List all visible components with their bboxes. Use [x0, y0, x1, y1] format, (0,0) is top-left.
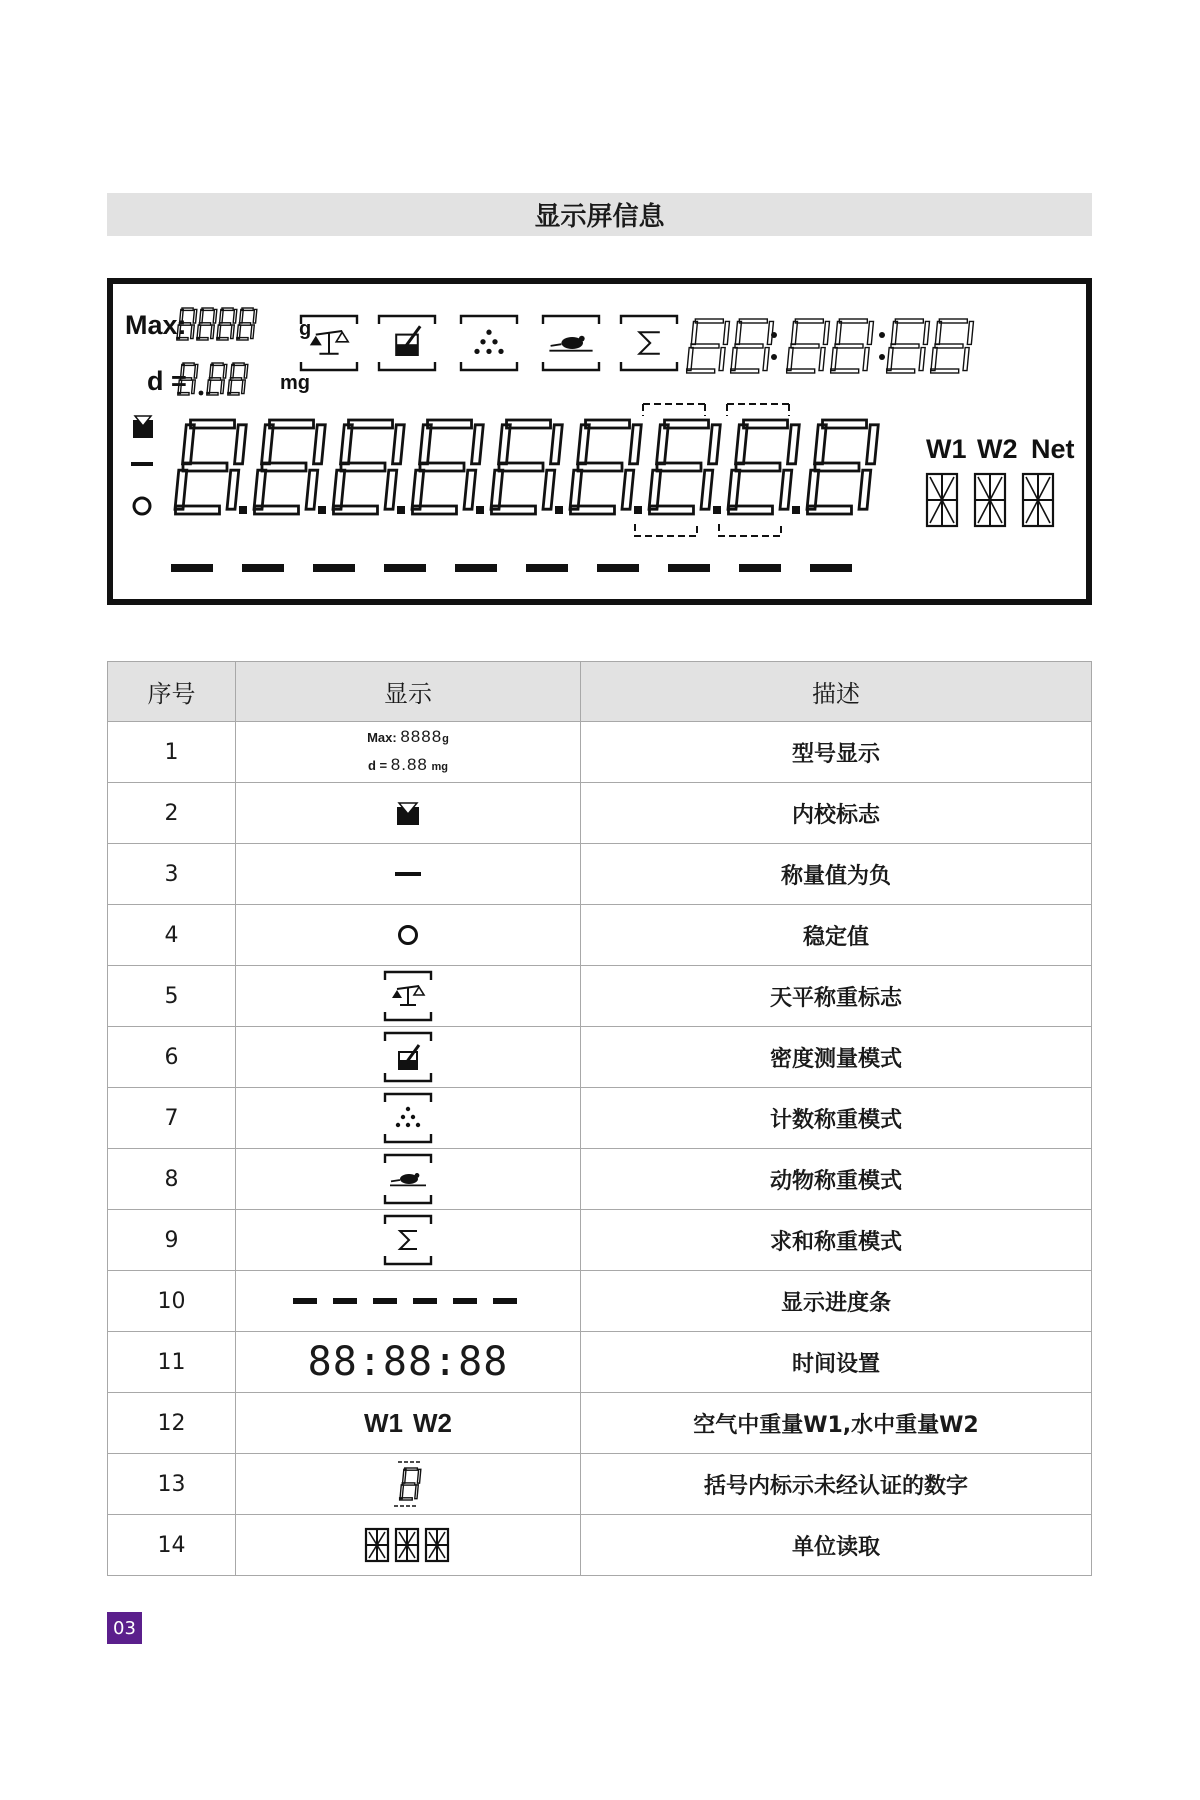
row-description: 稳定值 [581, 905, 1092, 966]
lcd-progress-segment [384, 564, 426, 572]
model-display [236, 722, 580, 782]
row-number: 3 [108, 844, 236, 905]
lcd-d-digit [228, 363, 248, 395]
row-display [236, 844, 581, 905]
row-number: 13 [108, 1454, 236, 1515]
row-mouse-frame [385, 1155, 431, 1203]
lcd-density-beaker-icon [379, 316, 435, 370]
row-display-graphic [258, 1212, 558, 1268]
row-beaker-frame [385, 1033, 431, 1081]
lcd-progress-segment [171, 564, 213, 572]
model-max-digits: 8888 [400, 727, 443, 746]
lcd-clock-digit [687, 319, 730, 373]
row-display [236, 1454, 581, 1515]
row-display [236, 1515, 581, 1576]
lcd-max-digit [197, 308, 217, 340]
lcd-main-digit [175, 420, 246, 514]
model-d-digits: 8.88 [390, 755, 428, 774]
clock-digits [236, 1332, 580, 1392]
row-progress-segment [373, 1298, 397, 1304]
lcd-main-decimal [713, 506, 721, 514]
lcd-w1-label: W1 [926, 434, 967, 464]
balance-scale-icon [236, 966, 580, 1026]
row-balance-frame [385, 972, 431, 1020]
row-display-graphic [258, 846, 558, 902]
table-row [108, 1271, 1092, 1332]
lcd-d-label: d = [147, 366, 187, 396]
lcd-main-decimal [239, 506, 247, 514]
table-row [108, 1149, 1092, 1210]
lcd-progress-bar [171, 564, 852, 572]
row-sigma-frame [385, 1216, 431, 1264]
lcd-clock-colon [771, 354, 777, 360]
row-description: 括号内标示未经认证的数字 [581, 1454, 1092, 1515]
row-clock-text: 88:88:88 [307, 1339, 509, 1385]
lcd-main-digit [807, 420, 878, 514]
row-display [236, 1393, 581, 1454]
header-description: 描述 [581, 662, 1092, 722]
lcd-unit-segment [1023, 474, 1053, 526]
lcd-clock-digit [887, 319, 930, 373]
lcd-d-digits [178, 363, 248, 395]
lcd-unit-segment [975, 474, 1005, 526]
row-description: 动物称重模式 [581, 1149, 1092, 1210]
unit-segments [236, 1515, 580, 1575]
lcd-unit-segment [927, 474, 957, 526]
row-display [236, 966, 581, 1027]
lcd-internal-calibration-icon [133, 416, 153, 438]
lcd-clock-colon [771, 332, 777, 338]
section-title: 显示屏信息 [107, 193, 1092, 236]
internal-calibration-icon [236, 783, 580, 843]
row-number: 6 [108, 1027, 236, 1088]
circle-icon [236, 905, 580, 965]
lcd-main-digit [728, 420, 799, 514]
row-description: 称量值为负 [581, 844, 1092, 905]
display-info-table [107, 661, 1092, 1576]
lcd-progress-segment [597, 564, 639, 572]
lcd-progress-segment [668, 564, 710, 572]
table-row [108, 844, 1092, 905]
row-unit-segment [366, 1529, 388, 1561]
bracket-digit [236, 1454, 580, 1514]
lcd-main-decimal [634, 506, 642, 514]
lcd-d-digit [207, 363, 227, 395]
lcd-progress-segment [313, 564, 355, 572]
row-number: 1 [108, 722, 236, 783]
table-row [108, 1454, 1092, 1515]
table-row [108, 1027, 1092, 1088]
w1-w2-text [236, 1393, 580, 1453]
row-display [236, 1088, 581, 1149]
row-description: 密度测量模式 [581, 1027, 1092, 1088]
lcd-progress-segment [242, 564, 284, 572]
table-row [108, 1393, 1092, 1454]
row-progress-segment [453, 1298, 477, 1304]
lcd-progress-segment [739, 564, 781, 572]
lcd-animal-mouse-icon [543, 316, 599, 370]
lcd-progress-segment [526, 564, 568, 572]
lcd-max-digits [177, 308, 257, 340]
row-display [236, 783, 581, 844]
row-description: 计数称重模式 [581, 1088, 1092, 1149]
lcd-counting-dots-icon [461, 316, 517, 370]
lcd-sigma-icon [621, 316, 677, 370]
lcd-d-unit: mg [280, 372, 310, 394]
row-display-graphic [258, 1029, 558, 1085]
lcd-max-digit [237, 308, 257, 340]
row-description: 空气中重量W1,水中重量W2 [581, 1393, 1092, 1454]
row-description: 求和称重模式 [581, 1210, 1092, 1271]
row-number: 14 [108, 1515, 236, 1576]
row-display-graphic [258, 1273, 558, 1329]
lcd-stable-circle-icon [134, 498, 150, 514]
row-display-graphic [258, 907, 558, 963]
row-unit-segment [426, 1529, 448, 1561]
row-unit-segment [396, 1529, 418, 1561]
lcd-progress-segment [455, 564, 497, 572]
lcd-main-digit [491, 420, 562, 514]
row-description: 显示进度条 [581, 1271, 1092, 1332]
lcd-clock-digit [831, 319, 874, 373]
row-display-graphic [258, 968, 558, 1024]
row-bracket-digit [400, 1468, 421, 1500]
row-display-graphic [258, 785, 558, 841]
table-header-row [108, 662, 1092, 722]
table-row [108, 905, 1092, 966]
row-display [236, 905, 581, 966]
row-progress-segment [293, 1298, 317, 1304]
lcd-net-label: Net [1031, 434, 1075, 464]
row-number: 11 [108, 1332, 236, 1393]
animal-mouse-icon [236, 1149, 580, 1209]
header-number: 序号 [108, 662, 236, 722]
lcd-main-digits [175, 420, 878, 514]
model-display-lines [367, 724, 449, 780]
lcd-main-decimal [476, 506, 484, 514]
counting-dots-icon [236, 1088, 580, 1148]
row-description: 内校标志 [581, 783, 1092, 844]
lcd-main-digit [254, 420, 325, 514]
lcd-clock-colon [879, 332, 885, 338]
table-row [108, 722, 1092, 783]
lcd-minus-icon [131, 462, 153, 466]
model-max-label: Max: [367, 730, 397, 745]
table-row [108, 966, 1092, 1027]
row-display [236, 1332, 581, 1393]
lcd-clock-digit [787, 319, 830, 373]
lcd-clock-digits [687, 319, 974, 373]
lcd-main-digit [570, 420, 641, 514]
row-description: 型号显示 [581, 722, 1092, 783]
row-display-graphic [258, 1456, 558, 1512]
row-number: 4 [108, 905, 236, 966]
density-beaker-icon [236, 1027, 580, 1087]
lcd-display [107, 278, 1092, 605]
model-d-label: d = [368, 758, 388, 773]
model-d-unit: mg [431, 761, 448, 773]
row-description: 天平称重标志 [581, 966, 1092, 1027]
row-progress-segment [413, 1298, 437, 1304]
row-description: 单位读取 [581, 1515, 1092, 1576]
row-display-graphic [258, 1517, 558, 1573]
lcd-d-decimal [199, 391, 204, 396]
model-max-line [367, 724, 449, 752]
row-number: 8 [108, 1149, 236, 1210]
lcd-w2-label: W2 [977, 434, 1018, 464]
model-max-unit: g [442, 733, 449, 745]
row-display [236, 1027, 581, 1088]
header-display: 显示 [236, 662, 581, 722]
lcd-max-label: Max: [125, 310, 187, 340]
row-number: 9 [108, 1210, 236, 1271]
table-row [108, 783, 1092, 844]
row-w1-label: W1 [364, 1407, 403, 1438]
table-row [108, 1332, 1092, 1393]
row-description: 时间设置 [581, 1332, 1092, 1393]
row-display [236, 1149, 581, 1210]
table-row [108, 1210, 1092, 1271]
progress-bar [236, 1271, 580, 1331]
lcd-main-decimal [397, 506, 405, 514]
lcd-max-digit [217, 308, 237, 340]
row-display [236, 1210, 581, 1271]
row-number: 10 [108, 1271, 236, 1332]
row-w2-label: W2 [413, 1407, 452, 1438]
table-row [108, 1088, 1092, 1149]
row-display [236, 722, 581, 783]
minus-icon [236, 844, 580, 904]
lcd-clock-digit [731, 319, 774, 373]
lcd-main-digit [649, 420, 720, 514]
row-display [236, 1271, 581, 1332]
lcd-main-decimal [318, 506, 326, 514]
row-number: 12 [108, 1393, 236, 1454]
table-row [108, 1515, 1092, 1576]
row-number: 2 [108, 783, 236, 844]
lcd-progress-segment [810, 564, 852, 572]
row-progress-segment [493, 1298, 517, 1304]
model-d-line [368, 752, 448, 780]
lcd-main-decimal [792, 506, 800, 514]
row-number: 5 [108, 966, 236, 1027]
row-display-graphic [258, 1151, 558, 1207]
row-number: 7 [108, 1088, 236, 1149]
lcd-clock-digit [931, 319, 974, 373]
page-number: 03 [107, 1612, 142, 1644]
row-progress-segment [333, 1298, 357, 1304]
lcd-max-unit: g [299, 318, 312, 340]
lcd-main-decimal [555, 506, 563, 514]
sigma-icon [236, 1210, 580, 1270]
lcd-clock-colon [879, 354, 885, 360]
row-dots-frame [385, 1094, 431, 1142]
lcd-main-digit [333, 420, 404, 514]
row-display-graphic [258, 1090, 558, 1146]
lcd-main-digit [412, 420, 483, 514]
